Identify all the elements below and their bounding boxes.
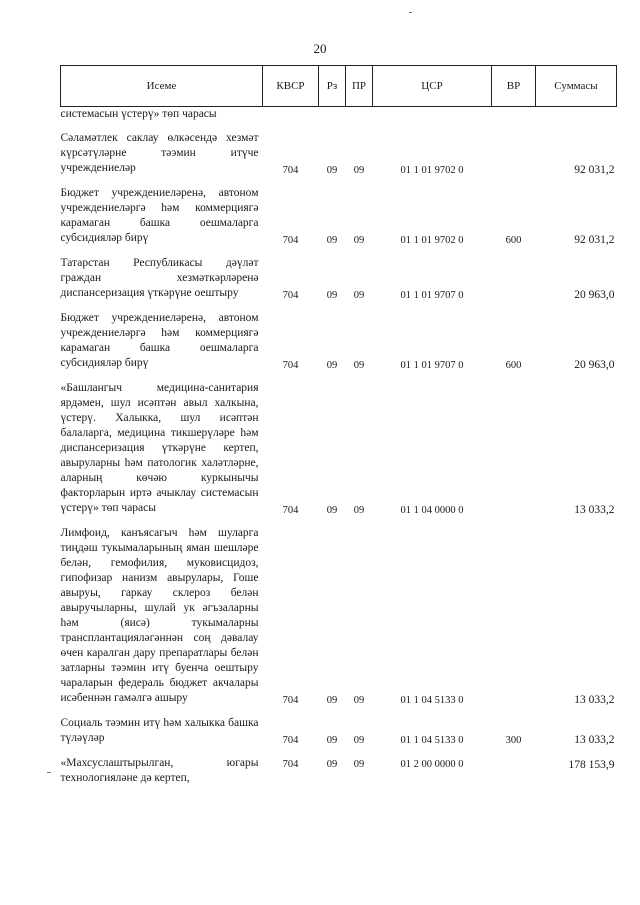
row-rz: 09 xyxy=(326,165,338,176)
row-sum: 13 033,2 xyxy=(574,694,615,706)
row-name: Сәламәтлек саклау өлкәсендә хезмәт күрсәтүләрне тәэмин итүче учреждениеләр xyxy=(60,132,259,174)
row-rz: 09 xyxy=(326,759,338,770)
row-pr: 09 xyxy=(353,235,365,246)
table-row xyxy=(61,756,617,786)
continuation-text: системасын үстерү» төп чарасы xyxy=(60,108,217,120)
row-vr: 600 xyxy=(505,235,522,246)
row-vr xyxy=(492,381,536,516)
header-sum: Суммасы xyxy=(536,66,617,107)
header-kvsr: КВСР xyxy=(263,66,319,107)
row-csr: 01 1 01 9702 0 xyxy=(400,235,464,246)
table-row xyxy=(61,256,617,301)
table-row xyxy=(61,716,617,746)
row-sum: 92 031,2 xyxy=(574,234,615,246)
row-name: Социаль тәэмин итү һәм халыкка башка түләүләр xyxy=(60,717,259,744)
row-name: «Башлангыч медицина-санитария ярдәмен, шул исәптән авыл халкына, үстерү. Халыкка, шул исәптән балаларга, медицина тикшерүләре һәм диспансеризация үткәрүне кертеп, авыруларны һәм патологик халәтләрне, аларның көчәю куркынычы факторларын иртә ачыклау системасын үстерү» төп чарасы xyxy=(60,382,259,514)
row-csr: 01 1 01 9702 0 xyxy=(400,165,464,176)
row-csr: 01 1 04 5133 0 xyxy=(400,695,464,706)
row-name: Бюджет учреждениеләренә, автоном учреждениеләргә һәм коммерциягә карамаган башка оешмаларга субсидияләр бирү xyxy=(60,187,259,244)
row-kvsr: 704 xyxy=(282,759,299,770)
row-csr: 01 1 01 9707 0 xyxy=(400,290,464,301)
row-rz: 09 xyxy=(326,735,338,746)
table-row xyxy=(61,186,617,246)
row-kvsr: 704 xyxy=(282,735,299,746)
row-name: «Махсуслаштырылган, югары технологияләне дә кертеп, xyxy=(60,757,259,784)
table-header-row xyxy=(61,66,617,107)
row-vr xyxy=(492,526,536,706)
row-kvsr: 704 xyxy=(282,235,299,246)
row-pr: 09 xyxy=(353,165,365,176)
table-row xyxy=(61,131,617,176)
row-vr: 600 xyxy=(505,360,522,371)
row-vr: 300 xyxy=(505,735,522,746)
row-sum: 20 963,0 xyxy=(574,289,615,301)
row-vr xyxy=(492,131,536,176)
header-csr: ЦСР xyxy=(373,66,492,107)
row-pr: 09 xyxy=(353,505,365,516)
row-name: Татарстан Республикасы дәүләт граждан хезмәткәрләренә диспансеризация үткәрүне оештыру xyxy=(60,257,259,299)
row-name: Бюджет учреждениеләренә, автоном учреждениеләргә һәм коммерциягә карамаган башка оешмаларга субсидияләр бирү xyxy=(60,312,259,369)
scan-mark xyxy=(47,772,51,773)
scan-mark xyxy=(409,12,412,13)
row-sum: 13 033,2 xyxy=(574,734,615,746)
row-csr: 01 1 04 0000 0 xyxy=(400,505,464,516)
row-pr: 09 xyxy=(353,695,365,706)
row-pr: 09 xyxy=(353,290,365,301)
row-pr: 09 xyxy=(353,360,365,371)
table-row xyxy=(61,526,617,706)
row-csr: 01 2 00 0000 0 xyxy=(400,759,464,770)
row-name: Лимфоид, канъясагыч һәм шуларга тиңдәш тукымаларының яман шешләре белән, гемофилия, муковисцидоз, гипофизар нанизм авырулары, Гоше авыруы, гаркау склероз белән авыручыларны, шулай ук әгъзаларны һәм (яисә) тукымаларны трансплантацияләгәннән соң дәвалау өчен каралган дару препаратлары белән затларны тәэмин итү буенча оештыру чараларын федераль бюджет акчалары исәбеннән гамәлгә ашыру xyxy=(60,527,259,704)
row-sum: 13 033,2 xyxy=(574,504,615,516)
budget-table xyxy=(60,65,617,786)
row-rz: 09 xyxy=(326,290,338,301)
row-vr xyxy=(492,256,536,301)
row-sum: 92 031,2 xyxy=(574,164,615,176)
row-csr: 01 1 04 5133 0 xyxy=(400,735,464,746)
row-sum: 20 963,0 xyxy=(574,359,615,371)
row-kvsr: 704 xyxy=(282,290,299,301)
row-kvsr: 704 xyxy=(282,505,299,516)
row-pr: 09 xyxy=(353,759,365,770)
header-pr: ПР xyxy=(346,66,373,107)
row-sum: 178 153,9 xyxy=(568,759,615,771)
header-name: Исеме xyxy=(61,66,263,107)
row-pr: 09 xyxy=(353,735,365,746)
page-number: 20 xyxy=(313,41,327,56)
table-row xyxy=(61,381,617,516)
row-rz: 09 xyxy=(326,235,338,246)
continuation-row xyxy=(61,107,617,122)
row-rz: 09 xyxy=(326,505,338,516)
header-vr: ВР xyxy=(492,66,536,107)
row-csr: 01 1 01 9707 0 xyxy=(400,360,464,371)
header-rz: Рз xyxy=(319,66,346,107)
row-kvsr: 704 xyxy=(282,695,299,706)
row-kvsr: 704 xyxy=(282,360,299,371)
row-kvsr: 704 xyxy=(282,165,299,176)
table-row xyxy=(61,311,617,371)
row-vr xyxy=(492,756,536,786)
row-rz: 09 xyxy=(326,695,338,706)
row-rz: 09 xyxy=(326,360,338,371)
